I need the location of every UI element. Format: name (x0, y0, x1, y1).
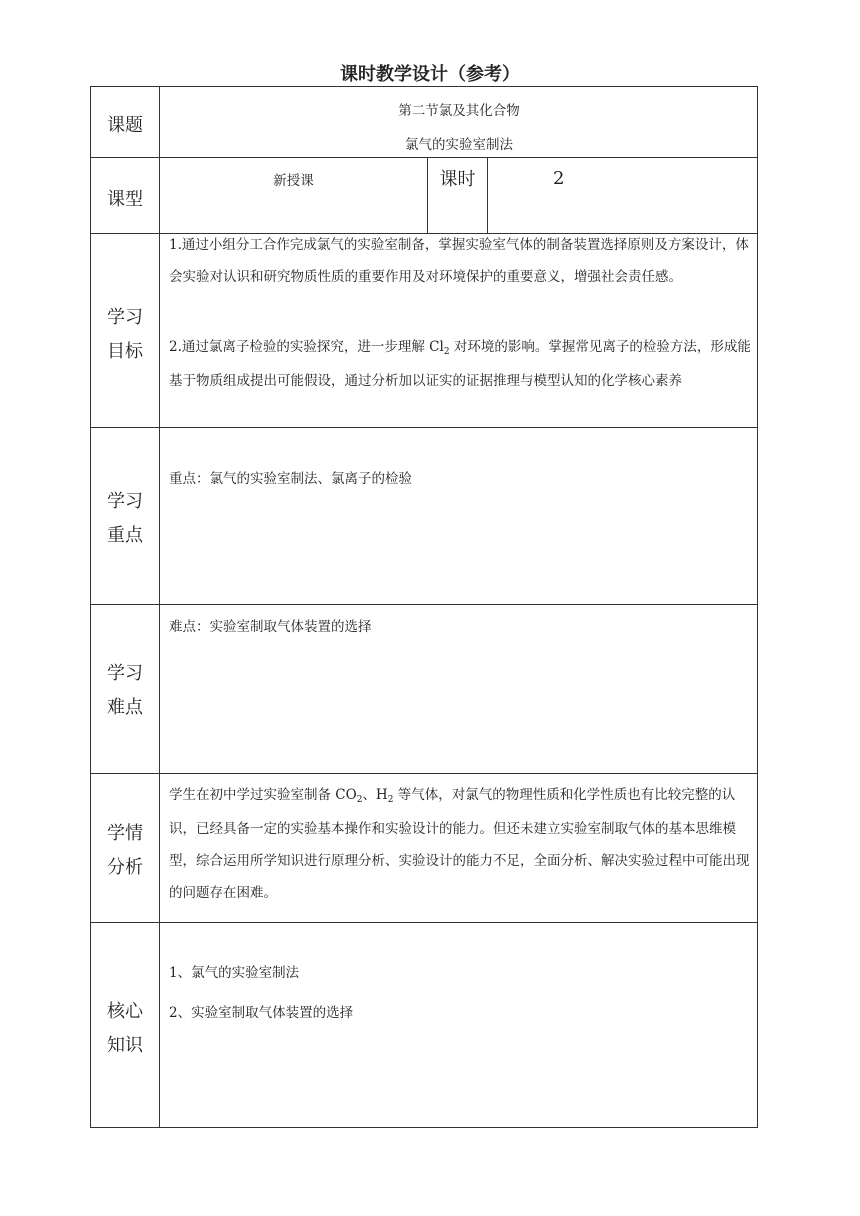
topic-label: 课题 (107, 115, 143, 136)
analysis-label-2: 分析 (107, 857, 143, 878)
objective-1: 1.通过小组分工合作完成氯气的实验室制备，掌握实验室气体的制备装置选择原则及方案设计，体会实验对认识和研究物质性质的重要作用及对环境保护的重要意义，增强社会责任感。 (169, 237, 749, 285)
column-divider (159, 87, 160, 1127)
analysis-label-1: 学情 (107, 823, 143, 844)
objective-2: 2.通过氯离子检验的实验探究，进一步理解 $Cl_2$ 对环境的影响。掌握常见离子的检验方法，形成能基于物质组成提出可能假设，通过分析加以证实的证据推理与模型认知的化学核心素养 (169, 339, 751, 389)
column-divider (487, 157, 488, 233)
core-item-2: 2、实验室制取气体装置的选择 (169, 1005, 354, 1021)
difficulties-text: 难点：实验室制取气体装置的选择 (169, 619, 372, 635)
difficulties-label-2: 难点 (107, 697, 143, 718)
page-title: 课时教学设计（参考） (340, 64, 520, 85)
analysis-text: 学生在初中学过实验室制备 $CO_2$、$H_2$ 等气体，对氯气的物理性质和化学性质也有比较完整的认识，已经具备一定的实验基本操作和实验设计的能力。但还未建立实验室制取气体的基本思维模型，综合运用所学知识进行原理分析、实验设计的能力不足，全面分析、解决实验过程中可能出现的问题存在困难。 (169, 787, 750, 901)
topic-line1: 第二节氯及其化合物 (398, 103, 520, 119)
objectives-label-1: 学习 (107, 307, 143, 328)
difficulties-label-1: 学习 (107, 663, 143, 684)
row-divider (91, 773, 757, 774)
type-label: 课型 (107, 189, 143, 210)
key-points-label-2: 重点 (107, 525, 143, 546)
core-item-1: 1、氯气的实验室制法 (169, 965, 300, 981)
core-label-2: 知识 (107, 1035, 143, 1056)
key-points-label-1: 学习 (107, 491, 143, 512)
objectives-label-2: 目标 (107, 341, 143, 362)
lesson-design-table (90, 86, 758, 1128)
row-divider (91, 922, 757, 923)
row-divider (91, 604, 757, 605)
period-label: 课时 (439, 169, 476, 190)
key-points-text: 重点：氯气的实验室制法、氯离子的检验 (169, 471, 412, 487)
period-value: 2 (553, 168, 565, 189)
type-value: 新授课 (273, 173, 314, 189)
core-label-1: 核心 (107, 1001, 143, 1022)
row-divider (91, 427, 757, 428)
topic-line2: 氯气的实验室制法 (405, 137, 513, 153)
